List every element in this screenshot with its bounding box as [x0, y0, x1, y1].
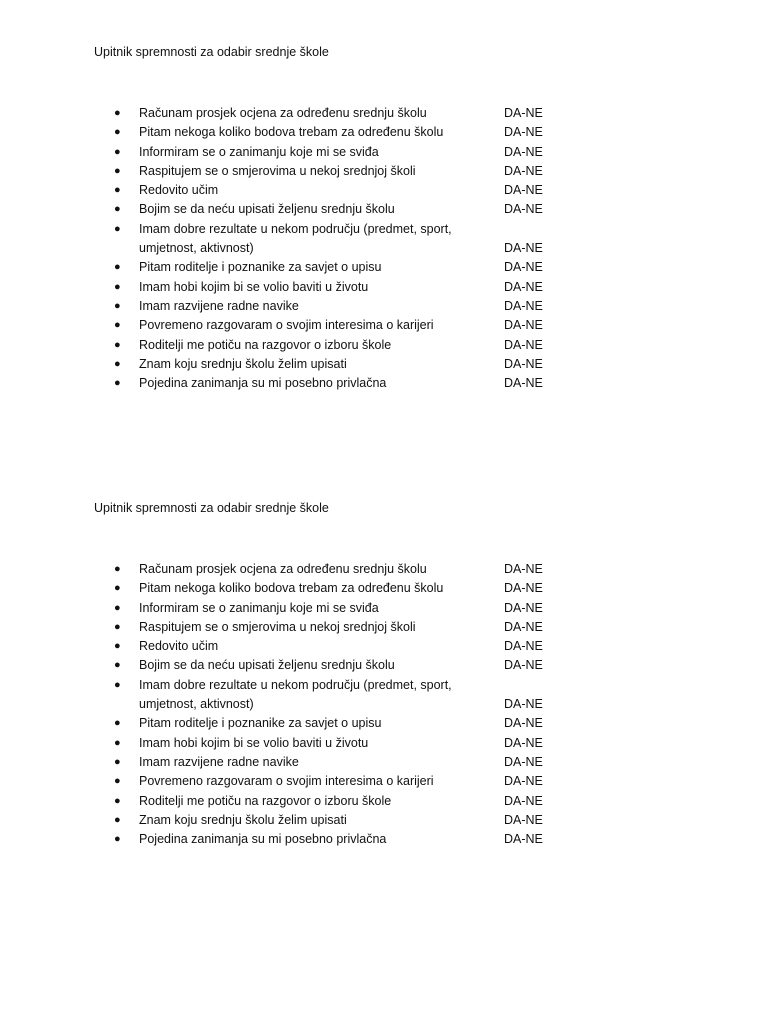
- answer-options: DA-NE: [504, 144, 543, 159]
- question-text: Povremeno razgovaram o svojim interesima o karijeri: [139, 774, 434, 789]
- bullet-icon: ●: [114, 736, 121, 749]
- list-item: [0, 278, 768, 297]
- question-text: Povremeno razgovaram o svojim interesima o karijeri: [139, 318, 434, 333]
- list-item: [0, 220, 768, 259]
- list-item: [0, 143, 768, 162]
- list-item: [0, 316, 768, 335]
- answer-options: DA-NE: [504, 337, 543, 352]
- question-text: Imam hobi kojim bi se volio baviti u životu: [139, 735, 369, 750]
- list-item: [0, 200, 768, 219]
- answer-options: DA-NE: [504, 106, 543, 120]
- answer-options: DA-NE: [504, 356, 543, 371]
- answer-options: DA-NE: [504, 832, 543, 847]
- bullet-icon: ●: [114, 678, 121, 691]
- bullet-icon: ●: [114, 563, 121, 575]
- answer-options: DA-NE: [504, 202, 543, 217]
- question-text: Imam razvijene radne navike: [139, 754, 299, 769]
- question-text: Raspitujem se o smjerovima u nekoj srednjoj školi: [139, 619, 416, 634]
- bullet-icon: ●: [114, 582, 121, 595]
- questionnaire-list: [0, 104, 768, 393]
- question-text: Redovito učim: [139, 183, 219, 198]
- question-text: Računam prosjek ocjena za određenu srednju školu: [139, 106, 427, 120]
- question-text: Znam koju srednju školu želim upisati: [139, 812, 347, 827]
- answer-options: DA-NE: [504, 754, 543, 769]
- bullet-icon: ●: [114, 203, 121, 216]
- question-text: Pitam roditelje i poznanike za savjet o upisu: [139, 260, 382, 275]
- bullet-icon: ●: [114, 717, 121, 730]
- answer-options: DA-NE: [504, 562, 543, 576]
- list-item: [0, 676, 768, 715]
- list-item: [0, 637, 768, 656]
- question-text-continued: umjetnost, aktivnost): [139, 697, 254, 712]
- answer-options: DA-NE: [504, 183, 543, 198]
- answer-options: DA-NE: [504, 318, 543, 333]
- bullet-icon: ●: [114, 357, 121, 370]
- list-item: [0, 560, 768, 579]
- bullet-icon: ●: [114, 184, 121, 197]
- question-text: Znam koju srednju školu želim upisati: [139, 356, 347, 371]
- question-text: Roditelji me potiču na razgovor o izboru škole: [139, 793, 392, 808]
- question-text: Imam dobre rezultate u nekom području (predmet, sport,: [139, 221, 452, 236]
- answer-options: DA-NE: [504, 658, 543, 673]
- list-item: [0, 772, 768, 791]
- list-item: [0, 656, 768, 675]
- bullet-icon: ●: [114, 640, 121, 653]
- bullet-icon: ●: [114, 601, 121, 614]
- question-text: Raspitujem se o smjerovima u nekoj srednjoj školi: [139, 163, 416, 178]
- question-text: Pojedina zanimanja su mi posebno privlačna: [139, 376, 387, 391]
- question-text-continued: umjetnost, aktivnost): [139, 241, 254, 256]
- question-text: Redovito učim: [139, 639, 219, 654]
- question-text: Informiram se o zanimanju koje mi se sviđa: [139, 144, 379, 159]
- bullet-icon: ●: [114, 164, 121, 177]
- question-text: Imam razvijene radne navike: [139, 298, 299, 313]
- list-item: [0, 753, 768, 772]
- questionnaire-title: Upitnik spremnosti za odabir srednje škole: [94, 501, 329, 515]
- answer-options: DA-NE: [504, 125, 543, 140]
- list-item: [0, 355, 768, 374]
- bullet-icon: ●: [114, 813, 121, 826]
- question-text: Imam hobi kojim bi se volio baviti u životu: [139, 279, 369, 294]
- bullet-icon: ●: [114, 222, 121, 235]
- bullet-icon: ●: [114, 145, 121, 158]
- question-text: Računam prosjek ocjena za određenu srednju školu: [139, 562, 427, 576]
- list-item: [0, 123, 768, 142]
- list-item: [0, 618, 768, 637]
- answer-options: DA-NE: [504, 376, 543, 391]
- bullet-icon: ●: [114, 659, 121, 672]
- list-item: [0, 579, 768, 598]
- answer-options: DA-NE: [504, 600, 543, 615]
- question-text: Imam dobre rezultate u nekom području (predmet, sport,: [139, 677, 452, 692]
- list-item: [0, 599, 768, 618]
- list-item: [0, 734, 768, 753]
- list-item: [0, 297, 768, 316]
- bullet-icon: ●: [114, 299, 121, 312]
- answer-options: DA-NE: [504, 716, 543, 731]
- answer-options: DA-NE: [504, 697, 543, 712]
- answer-options: DA-NE: [504, 163, 543, 178]
- answer-options: DA-NE: [504, 639, 543, 654]
- question-text: Bojim se da neću upisati željenu srednju školu: [139, 658, 395, 673]
- bullet-icon: ●: [114, 319, 121, 332]
- list-item: [0, 258, 768, 277]
- bullet-icon: ●: [114, 280, 121, 293]
- question-text: Pitam nekoga koliko bodova trebam za određenu školu: [139, 125, 444, 140]
- answer-options: DA-NE: [504, 735, 543, 750]
- question-text: Pitam roditelje i poznanike za savjet o upisu: [139, 716, 382, 731]
- bullet-icon: ●: [114, 126, 121, 139]
- answer-options: DA-NE: [504, 581, 543, 596]
- bullet-icon: ●: [114, 377, 121, 390]
- bullet-icon: ●: [114, 775, 121, 788]
- bullet-icon: ●: [114, 620, 121, 633]
- question-text: Pitam nekoga koliko bodova trebam za određenu školu: [139, 581, 444, 596]
- answer-options: DA-NE: [504, 793, 543, 808]
- answer-options: DA-NE: [504, 812, 543, 827]
- list-item: [0, 374, 768, 393]
- answer-options: DA-NE: [504, 774, 543, 789]
- list-item: [0, 811, 768, 830]
- bullet-icon: ●: [114, 338, 121, 351]
- list-item: [0, 181, 768, 200]
- list-item: [0, 830, 768, 849]
- answer-options: DA-NE: [504, 260, 543, 275]
- list-item: [0, 162, 768, 181]
- list-item: [0, 104, 768, 123]
- question-text: Informiram se o zanimanju koje mi se sviđa: [139, 600, 379, 615]
- question-text: Roditelji me potiču na razgovor o izboru škole: [139, 337, 392, 352]
- bullet-icon: ●: [114, 794, 121, 807]
- bullet-icon: ●: [114, 833, 121, 846]
- list-item: [0, 714, 768, 733]
- question-text: Pojedina zanimanja su mi posebno privlačna: [139, 832, 387, 847]
- bullet-icon: ●: [114, 107, 121, 119]
- list-item: [0, 792, 768, 811]
- question-text: Bojim se da neću upisati željenu srednju školu: [139, 202, 395, 217]
- questionnaire-title: Upitnik spremnosti za odabir srednje škole: [94, 45, 329, 59]
- bullet-icon: ●: [114, 755, 121, 768]
- answer-options: DA-NE: [504, 619, 543, 634]
- bullet-icon: ●: [114, 261, 121, 274]
- answer-options: DA-NE: [504, 298, 543, 313]
- answer-options: DA-NE: [504, 279, 543, 294]
- answer-options: DA-NE: [504, 241, 543, 256]
- questionnaire-list: [0, 560, 768, 849]
- list-item: [0, 336, 768, 355]
